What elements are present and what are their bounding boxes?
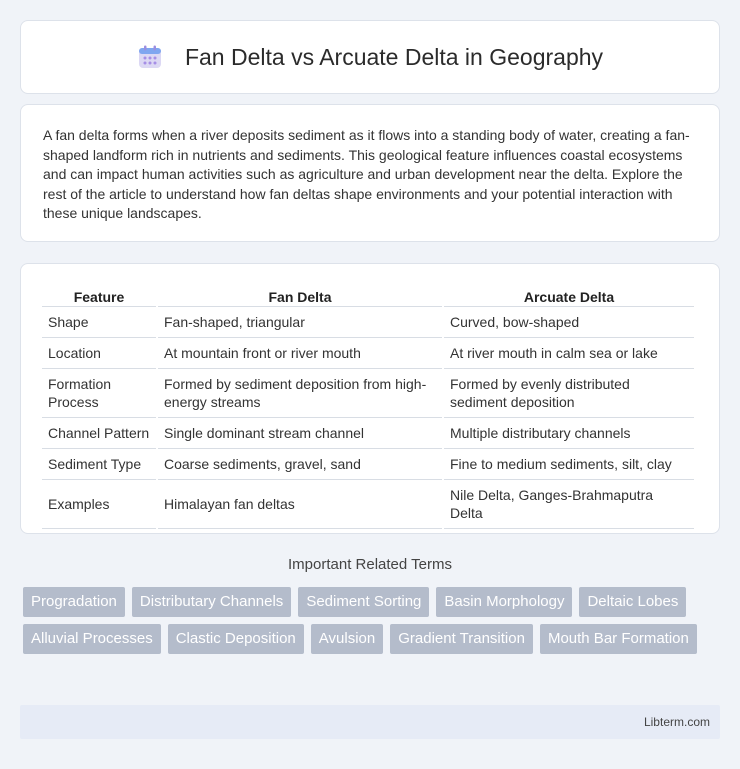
page-title: Fan Delta vs Arcuate Delta in Geography	[184, 43, 604, 70]
table-cell-feature: Examples	[42, 480, 156, 529]
comparison-table-card	[20, 263, 720, 534]
tag-avulsion[interactable]: Avulsion	[311, 624, 383, 654]
table-cell-fan-delta: Fan-shaped, triangular	[158, 307, 442, 338]
table-row	[42, 418, 694, 449]
table-row	[42, 369, 694, 418]
column-header-arcuate-delta: Arcuate Delta	[444, 284, 694, 307]
table-cell-feature: Shape	[42, 307, 156, 338]
tag-sediment-sorting[interactable]: Sediment Sorting	[298, 587, 429, 617]
table-cell-arcuate-delta: Fine to medium sediments, silt, clay	[444, 449, 694, 480]
column-header-feature: Feature	[42, 284, 156, 307]
table-row	[42, 338, 694, 369]
column-header-fan-delta: Fan Delta	[158, 284, 442, 307]
table-cell-feature: Formation Process	[42, 369, 156, 418]
table-cell-arcuate-delta: Formed by evenly distributed sediment deposition	[444, 369, 694, 418]
table-row	[42, 480, 694, 529]
footer	[20, 705, 720, 739]
tag-basin-morphology[interactable]: Basin Morphology	[436, 587, 572, 617]
table-cell-fan-delta: At mountain front or river mouth	[158, 338, 442, 369]
tag-gradient-transition[interactable]: Gradient Transition	[390, 624, 533, 654]
calendar-icon	[137, 44, 163, 70]
table-header-row	[42, 284, 694, 307]
table-row	[42, 307, 694, 338]
tag-progradation[interactable]: Progradation	[23, 587, 125, 617]
comparison-table	[40, 284, 696, 529]
related-terms-title: Important Related Terms	[288, 556, 452, 573]
tag-clastic-deposition[interactable]: Clastic Deposition	[168, 624, 304, 654]
title-card	[20, 20, 720, 94]
tag-alluvial-processes[interactable]: Alluvial Processes	[23, 624, 161, 654]
table-row	[42, 449, 694, 480]
table-cell-feature: Sediment Type	[42, 449, 156, 480]
tag-mouth-bar-formation[interactable]: Mouth Bar Formation	[540, 624, 697, 654]
table-cell-arcuate-delta: At river mouth in calm sea or lake	[444, 338, 694, 369]
tag-deltaic-lobes[interactable]: Deltaic Lobes	[579, 587, 686, 617]
table-cell-arcuate-delta: Curved, bow-shaped	[444, 307, 694, 338]
table-cell-fan-delta: Himalayan fan deltas	[158, 480, 442, 529]
table-cell-feature: Location	[42, 338, 156, 369]
related-terms-list	[23, 587, 713, 661]
table-cell-feature: Channel Pattern	[42, 418, 156, 449]
table-cell-fan-delta: Formed by sediment deposition from high-energy streams	[158, 369, 442, 418]
intro-paragraph: A fan delta forms when a river deposits sediment as it flows into a standing body of water, creating a fan-shaped landform rich in nutrients and sediments. This geological feature influences coastal ecosystems and can impact human activities such as agriculture and urban development near the delta. Explore the rest of the article to understand how fan deltas shape environments and your potential interaction with these unique landscapes.	[43, 127, 690, 222]
footer-site-link[interactable]: Libterm.com	[643, 715, 710, 729]
intro-card	[20, 104, 720, 242]
table-cell-arcuate-delta: Nile Delta, Ganges-Brahmaputra Delta	[444, 480, 694, 529]
table-cell-arcuate-delta: Multiple distributary channels	[444, 418, 694, 449]
table-cell-fan-delta: Coarse sediments, gravel, sand	[158, 449, 442, 480]
table-cell-fan-delta: Single dominant stream channel	[158, 418, 442, 449]
tag-distributary-channels[interactable]: Distributary Channels	[132, 587, 291, 617]
